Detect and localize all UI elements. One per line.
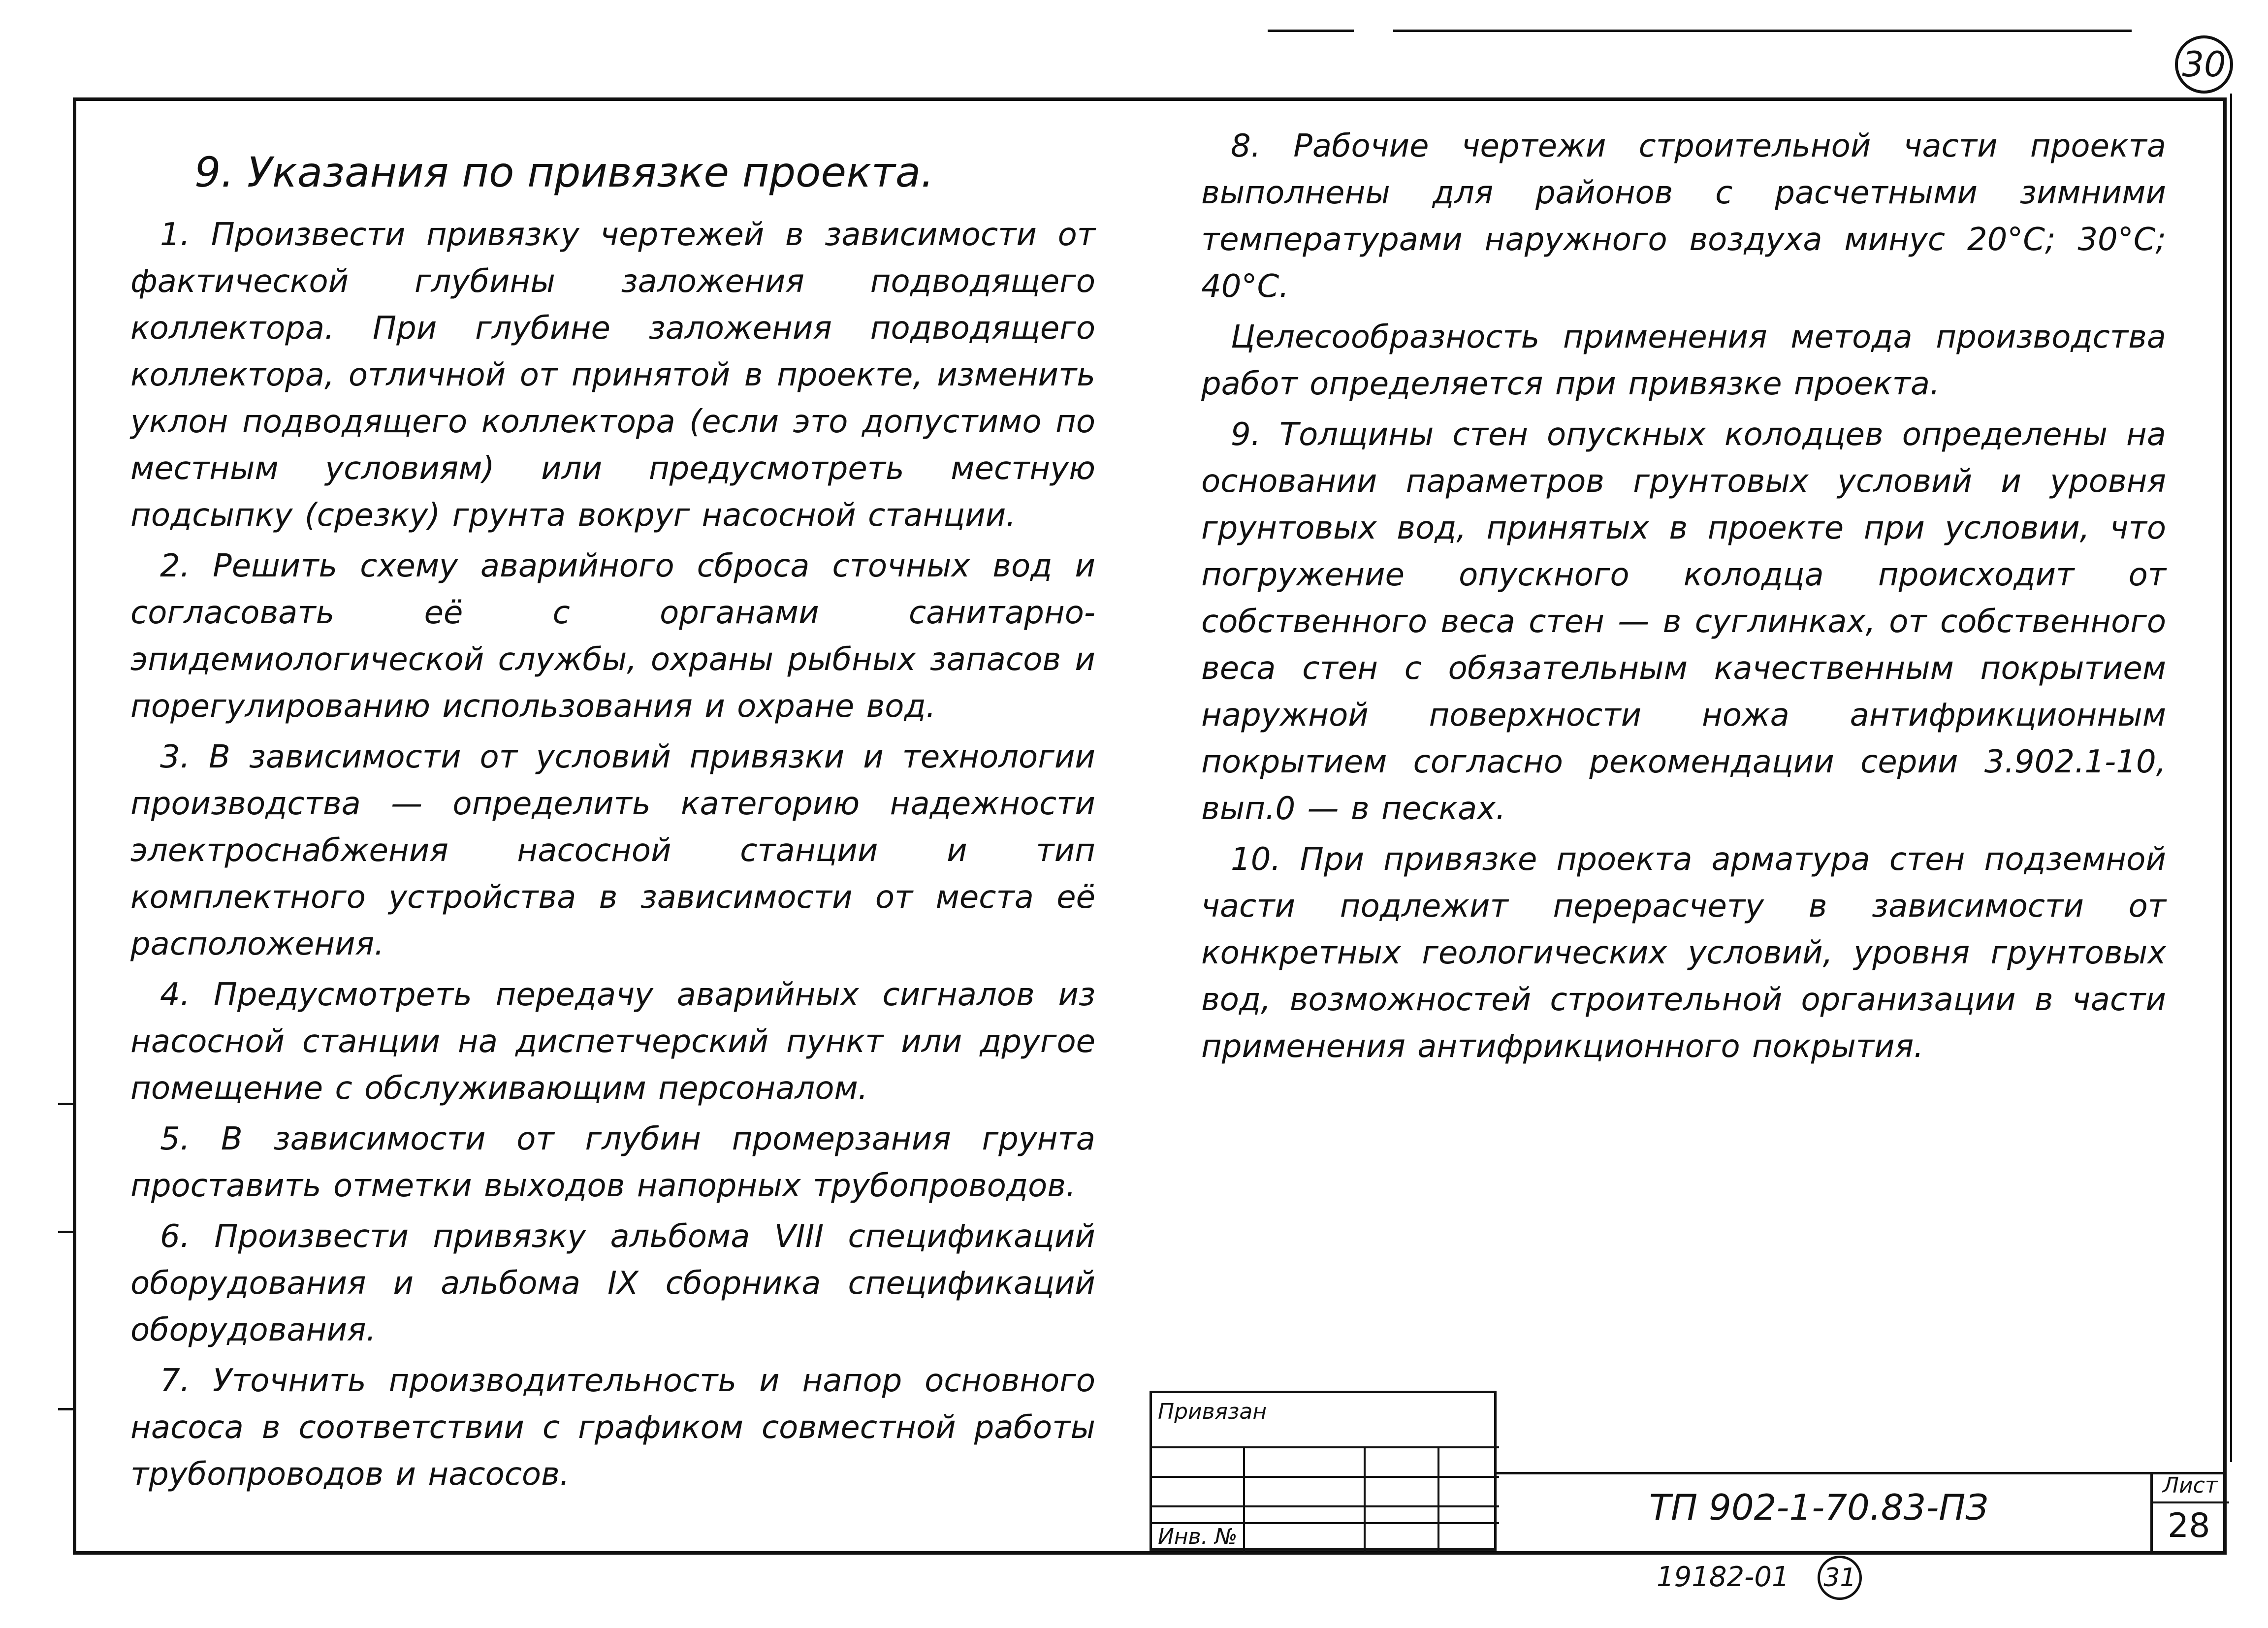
right-text-column xyxy=(1201,123,2166,1074)
instruction-paragraph-9: 9. Толщины стен опускных колодцев определены на основании параметров грунтовых условий и уровня грунтовых вод, принятых в проекте при условии, что погружение опускного колодца происходит от собственного веса стен — в суглинках, от собственного веса стен с обязательным качественным покрытием наружной поверхности ножа антифрикционным покрытием согласно рекомендации серии 3.902.1-10, вып.0 — в песках. xyxy=(1201,416,2166,827)
instruction-paragraph-3: 3. В зависимости от условий привязки и технологии производства — определить категорию надежности электроснабжения насосной станции и тип комплектного устройства в зависимости от места её расположения. xyxy=(130,739,1095,962)
stamp-row-line xyxy=(1152,1505,1499,1507)
archive-code: 19182-01 xyxy=(1657,1561,1789,1593)
instruction-paragraph-6: 6. Произвести привязку альбома VIII спецификаций оборудования и альбома IX сборника спецификаций оборудования. xyxy=(130,1218,1095,1348)
instruction-paragraph-2: 2. Решить схему аварийного сброса сточных вод и согласовать её с органами санитарно-эпидемиологической службы, охраны рыбных запасов и порегулированию использования и охране вод. xyxy=(130,548,1095,725)
circled-number: 31 xyxy=(1818,1556,1862,1600)
privyazan-label: Привязан xyxy=(1158,1399,1267,1424)
stamp-col-line xyxy=(1437,1447,1439,1553)
stamp-row-line xyxy=(1152,1476,1499,1478)
instruction-paragraph-8: 8. Рабочие чертежи строительной части проекта выполнены для районов с расчетными зимними температурами наружного воздуха минус 20°С; 30°С; 40°С. xyxy=(1201,128,2166,305)
instruction-paragraph-4: 4. Предусмотреть передачу аварийных сигналов из насосной станции на диспетчерский пункт или другое помещение с обслуживающим персоналом. xyxy=(130,977,1095,1107)
sheet-label: Лист xyxy=(2163,1473,2218,1498)
archive-note xyxy=(1657,1556,1862,1600)
margin-tick xyxy=(58,1231,74,1233)
inv-number-label: Инв. № xyxy=(1158,1524,1238,1549)
top-rule-right xyxy=(1393,30,2132,32)
section-heading: 9. Указания по привязке проекта. xyxy=(194,148,934,196)
title-block-rule xyxy=(1497,1472,2225,1474)
top-rule-left xyxy=(1268,30,1354,32)
binding-stamp-table xyxy=(1150,1391,1497,1551)
stamp-row-line xyxy=(1152,1446,1499,1448)
stamp-col-line xyxy=(1243,1447,1245,1553)
instruction-paragraph-7: 7. Уточнить производительность и напор основного насоса в соответствии с графиком совместной работы трубопроводов и насосов. xyxy=(130,1363,1095,1493)
margin-tick xyxy=(58,1408,74,1410)
left-text-column xyxy=(130,143,1095,1502)
sheet-number-box xyxy=(2150,1472,2227,1553)
instruction-paragraph-1: 1. Произвести привязку чертежей в зависимости от фактической глубины заложения подводящего коллектора. При глубине заложения подводящего коллектора, отличной от принятой в проекте, изменить уклон подводящего коллектора (если это допустимо по местным условиям) или предусмотреть местную подсыпку (срезку) грунта вокруг насосной станции. xyxy=(130,217,1095,534)
instruction-paragraph-8-note: Целесообразность применения метода производства работ определяется при привязке проекта. xyxy=(1201,319,2166,402)
stamp-col-line xyxy=(1364,1447,1366,1553)
sheet-box-divider xyxy=(2153,1501,2229,1503)
page-number-circle: 30 xyxy=(2175,35,2233,94)
instruction-paragraph-5: 5. В зависимости от глубин промерзания грунта проставить отметки выходов напорных трубопроводов. xyxy=(130,1121,1095,1204)
sheet-edge-line xyxy=(2230,94,2232,1462)
document-code: ТП 902-1-70.83-ПЗ xyxy=(1649,1487,1988,1528)
sheet-number: 28 xyxy=(2168,1506,2210,1545)
instruction-paragraph-10: 10. При привязке проекта арматура стен подземной части подлежит перерасчету в зависимости от конкретных геологических условий, уровня грунтовых вод, возможностей строительной организации в части применения антифрикционного покрытия. xyxy=(1201,841,2166,1065)
margin-tick xyxy=(58,1103,74,1105)
